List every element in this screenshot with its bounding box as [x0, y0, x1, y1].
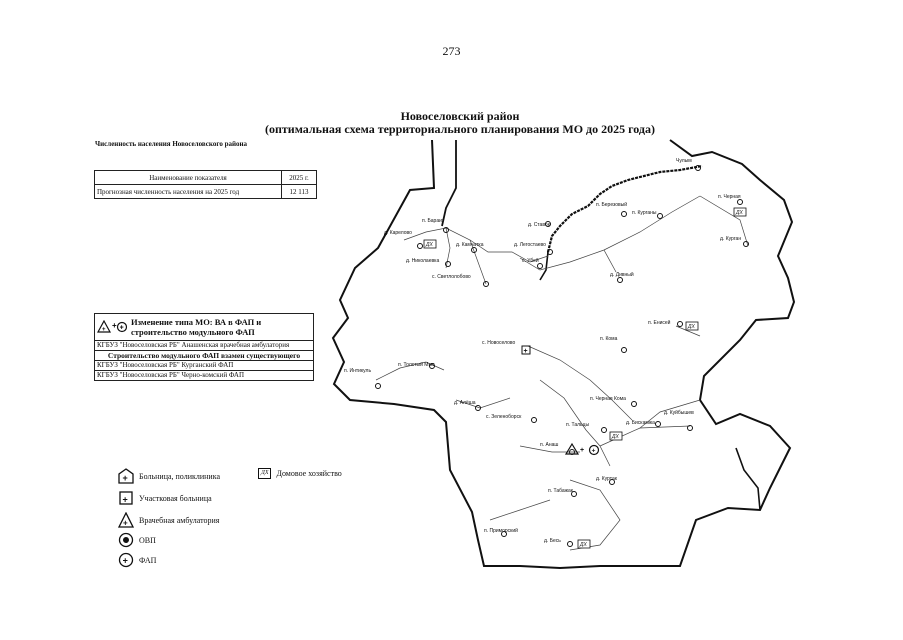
legend-item-household [258, 468, 342, 479]
changes-row: КГБУЗ "Новоселовская РБ" Анашенская врачебная амбулатория [95, 340, 313, 350]
header-year: 2025 г. [282, 171, 317, 185]
household-icon-label: ДХ [580, 542, 587, 548]
settlement-label: п. Толстый Мыс [398, 362, 435, 368]
household-icon-label: ДХ [612, 434, 619, 440]
settlement-label: п. Курганы [632, 210, 657, 216]
ovp-icon [118, 532, 134, 548]
legend-district-hospital-label: Участковая больница [139, 493, 212, 503]
settlement-label: с. Новоселово [482, 340, 516, 346]
header-indicator: Наименование показателя [95, 171, 282, 185]
settlement-label: с. Убей [522, 258, 539, 264]
ovp-icon [538, 264, 543, 269]
settlement-label: Чулым [676, 158, 692, 164]
ovp-icon [656, 422, 661, 427]
settlement-label: п. Анаш [540, 442, 559, 448]
ovp-icon [738, 200, 743, 205]
settlement-label: д. Бесь [544, 538, 561, 544]
settlement-label: д. Бискамжа [626, 420, 655, 426]
settlement-label: д. Камчатка [456, 242, 484, 248]
legend-item-hospital [118, 468, 220, 484]
settlement-label: п. Березовый [596, 202, 628, 208]
ovp-icon [622, 348, 627, 353]
ovp-icon [572, 492, 577, 497]
settlement-labels [344, 158, 741, 544]
indicator-name: Прогнозная численность населения на 2025 год [95, 185, 282, 199]
map-title-line2: (оптимальная схема территориального планирования МО до 2025 года) [265, 122, 655, 136]
map-title-line1: Новоселовский район [400, 109, 520, 123]
household-icon-label: ДХ [426, 242, 433, 248]
svg-text:+: + [123, 518, 128, 528]
legend-item-fap [118, 552, 156, 568]
settlement-label: д. Куртак [596, 476, 617, 482]
household-icon-label: ДХ [736, 210, 743, 216]
settlement-label: д. Легостаево [514, 242, 546, 248]
ambulatory-icon [118, 512, 134, 528]
population-caption: Численность населения Новоселовского района [95, 140, 248, 148]
legend-ambulatory-label: Врачебная амбулатория [139, 515, 220, 525]
svg-text:+: + [122, 555, 128, 566]
household-icon: ДХ [258, 468, 271, 479]
roads [376, 196, 748, 550]
settlement-label: с. Светлолобово [432, 274, 471, 280]
settlement-label: п. Тальцы [566, 422, 590, 428]
svg-text:+: + [580, 447, 585, 454]
settlement-label: п. Кома [600, 336, 618, 342]
page-number: 273 [442, 44, 461, 58]
settlement-label: с. Зеленоборск [486, 414, 522, 420]
household-markers [424, 208, 746, 548]
indicator-value: 12 113 [282, 185, 317, 199]
ovp-icon [568, 542, 573, 547]
legend-ovp-label: ОВП [139, 535, 156, 545]
ovp-icon [376, 384, 381, 389]
legend-hospital-label: Больница, поликлиника [139, 471, 221, 481]
legend-item-ovp [118, 532, 156, 548]
svg-text:+: + [122, 494, 128, 505]
ovp-icon [418, 244, 423, 249]
settlement-label: д. Курган [720, 236, 742, 242]
settlement-label: д. Карелово [384, 230, 412, 236]
changes-header-text: Изменение типа МО: ВА в ФАП и строительство модульного ФАП [131, 317, 262, 337]
district-hospital-icon [118, 490, 134, 506]
legend-household-label: Домовое хозяйство [276, 469, 342, 478]
ovp-icon [602, 428, 607, 433]
settlement-label: п. Табажак [548, 488, 573, 494]
settlement-label: д. Ставок [528, 222, 550, 228]
settlement-label: п. Бараит [422, 218, 445, 224]
changes-row: КГБУЗ "Новоселовская РБ" Черно-комский ФАП [95, 370, 313, 380]
ovp-icon [658, 214, 663, 219]
svg-text:+: + [591, 447, 596, 455]
ovp-icon [446, 262, 451, 267]
boundary-segment [736, 448, 760, 510]
ovp-icon [532, 418, 537, 423]
settlement-label: д. Куйбышев [664, 410, 694, 416]
settlement-label: п. Интикуль [344, 368, 372, 374]
svg-text:+: + [112, 321, 117, 330]
legend-item-ambulatory [118, 512, 219, 528]
fap-icon [118, 552, 134, 568]
legend-fap-label: ФАП [139, 555, 157, 565]
svg-text:+: + [122, 473, 128, 483]
changes-row: КГБУЗ "Новоселовская РБ" Курганский ФАП [95, 360, 313, 370]
settlement-label: п. Енисей [648, 320, 671, 326]
settlement-label: п. Черная [718, 194, 741, 200]
settlement-label: д. Дивный [610, 272, 634, 278]
settlement-label: д. Николаевка [406, 258, 440, 264]
river [548, 166, 702, 252]
settlement-label: п. Черная Кома [590, 396, 626, 402]
district-boundary [333, 140, 794, 568]
settlement-label: п. Приморский [484, 528, 518, 534]
hospital-icon [522, 346, 530, 355]
hospital-icon [118, 468, 134, 484]
boundary-segment [442, 140, 456, 226]
changes-subheader: Строительство модульного ФАП взамен существующего [95, 350, 313, 360]
ovp-icon [678, 322, 683, 327]
ovp-icon [618, 278, 623, 283]
svg-text:+: + [102, 327, 106, 333]
ovp-icon [622, 212, 627, 217]
ovp-icon [632, 402, 637, 407]
svg-text:+: + [119, 324, 124, 332]
settlement-label: д. Алёша [454, 400, 476, 406]
svg-text:+: + [523, 348, 528, 355]
household-icon-label: ДХ [688, 324, 695, 330]
legend-item-district-hospital [118, 490, 212, 506]
